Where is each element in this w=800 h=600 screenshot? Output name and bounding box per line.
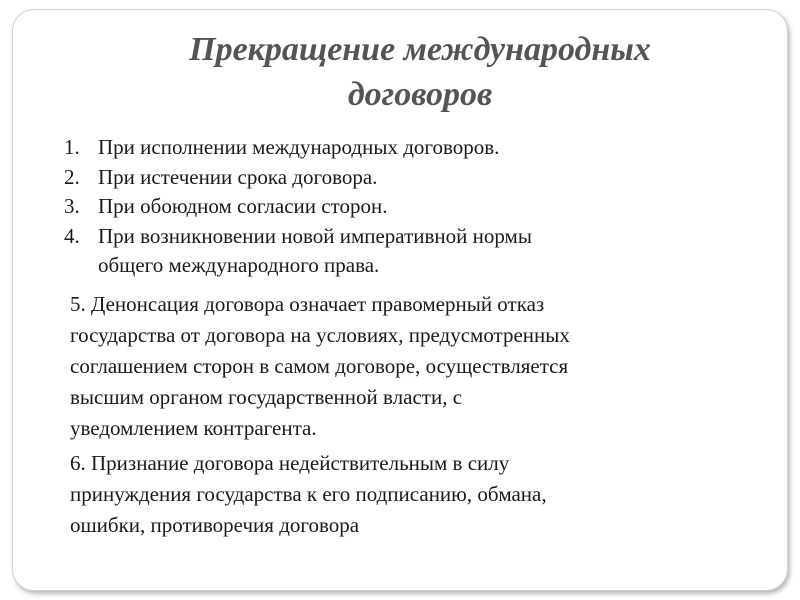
list-item-text: При истечении срока договора. — [98, 164, 378, 189]
paragraph-line: государства от договора на условиях, предусмотренных — [70, 323, 570, 347]
paragraph-line: 6. Признание договора недействительным в силу — [70, 451, 510, 475]
slide-title-line-1: Прекращение международных — [189, 31, 651, 68]
list-item-text: При исполнении международных договоров. — [98, 135, 500, 159]
slide-title-line-2: договоров — [347, 76, 493, 113]
paragraph-line: высшим органом государственной власти, с — [70, 385, 463, 409]
paragraph-line: 5. Денонсация договора означает правомерный отказ — [70, 292, 545, 316]
paragraph-line: принуждения государства к его подписанию, обмана, — [70, 482, 547, 506]
paragraph-denunciation — [70, 289, 750, 444]
list-item-text-line-2: общего международного права. — [98, 253, 380, 277]
list-item-text: При обоюдном согласии сторон. — [98, 194, 388, 218]
list-item-number: 2. — [64, 164, 80, 189]
list-item — [64, 192, 744, 222]
paragraph-line: уведомлением контрагента. — [70, 416, 317, 440]
list-item — [64, 222, 744, 281]
list-item-number: 1. — [64, 135, 80, 159]
termination-grounds-list — [64, 133, 744, 281]
paragraph-invalidity — [70, 448, 750, 541]
list-item — [64, 163, 744, 193]
slide-title — [100, 27, 740, 117]
list-item-text-line-1: При возникновении новой императивной нормы — [98, 223, 532, 248]
list-item-number: 4. — [64, 223, 80, 248]
paragraph-line: соглашением сторон в самом договоре, осуществляется — [70, 354, 569, 378]
list-item-number: 3. — [64, 194, 80, 218]
list-item — [64, 133, 744, 163]
paragraph-line: ошибки, противоречия договора — [70, 513, 360, 537]
